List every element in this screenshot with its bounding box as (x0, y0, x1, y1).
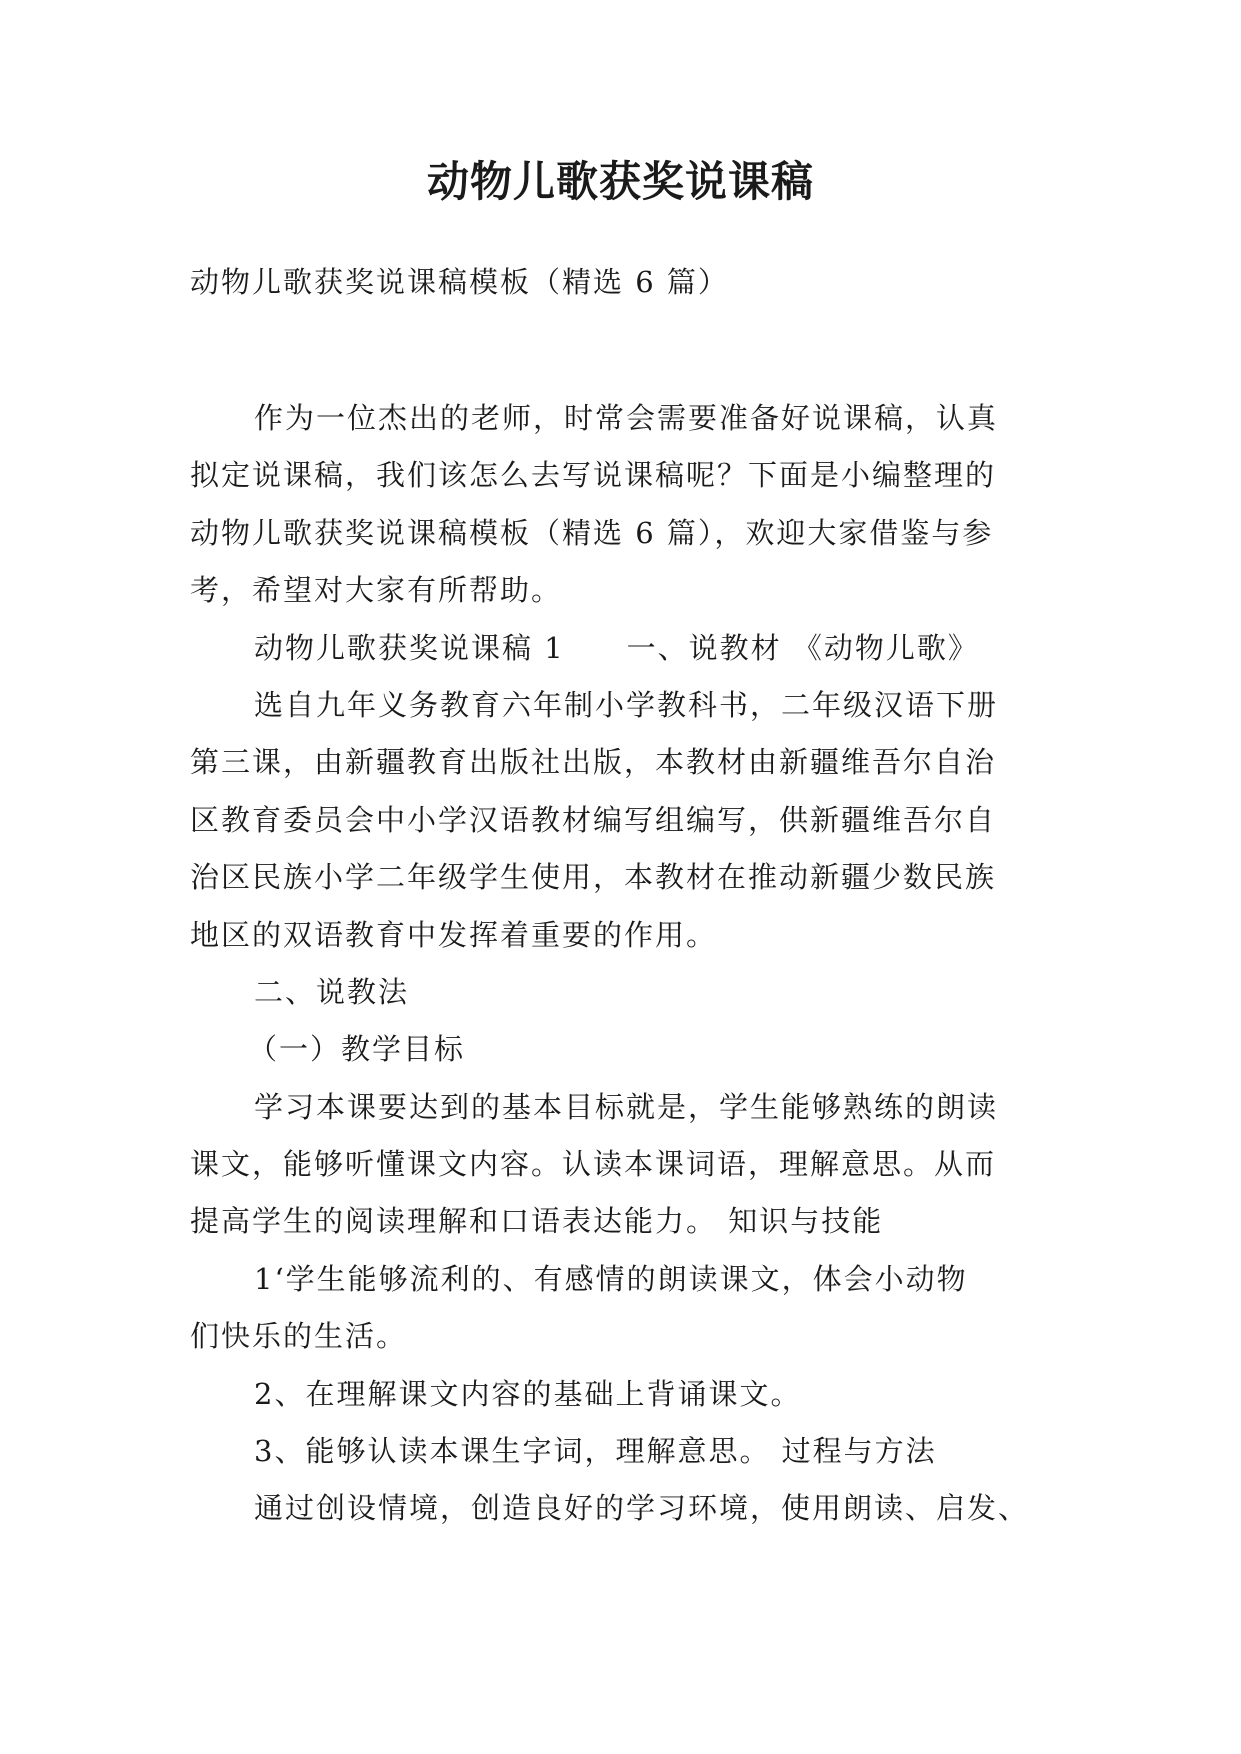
paragraph-line: 学习本课要达到的基本目标就是，学生能够熟练的朗读 (254, 1089, 999, 1124)
subsection-heading: （一）教学目标 (248, 1032, 466, 1067)
document-body (190, 398, 1050, 1546)
list-item: 3、能够认读本课生字词，理解意思。 过程与方法 (254, 1434, 937, 1469)
paragraph-line: 动物儿歌获奖说课稿模板（精选 6 篇），欢迎大家借鉴与参 (190, 515, 994, 550)
paragraph-line: 提高学生的阅读理解和口语表达能力。 知识与技能 (190, 1204, 884, 1239)
list-item: 1‘学生能够流利的、有感情的朗读课文，体会小动物 (254, 1261, 968, 1296)
paragraph-line: 选自九年义务教育六年制小学教科书，二年级汉语下册 (254, 687, 999, 722)
paragraph-line: 通过创设情境，创造良好的学习环境，使用朗读、启发、 (254, 1491, 1030, 1526)
paragraph-line: 课文，能够听懂课文内容。认读本课词语，理解意思。从而 (190, 1147, 997, 1182)
paragraph-line: 作为一位杰出的老师，时常会需要准备好说课稿，认真 (254, 401, 999, 435)
section-heading: 二、说教法 (254, 974, 410, 1009)
paragraph-line: 拟定说课稿，我们该怎么去写说课稿呢？下面是小编整理的 (190, 458, 997, 493)
paragraph-line: 动物儿歌获奖说课稿 1 一、说教材 《动物儿歌》 (254, 630, 979, 665)
paragraph-line: 们快乐的生活。 (190, 1319, 408, 1354)
document-subtitle: 动物儿歌获奖说课稿模板（精选 6 篇） (190, 265, 729, 299)
paragraph-line: 第三课，由新疆教育出版社出版，本教材由新疆维吾尔自治 (190, 745, 997, 780)
paragraph-line: 治区民族小学二年级学生使用，本教材在推动新疆少数民族 (190, 860, 997, 895)
paragraph-line: 考，希望对大家有所帮助。 (190, 573, 563, 608)
paragraph-line: 区教育委员会中小学汉语教材编写组编写，供新疆维吾尔自 (190, 802, 997, 837)
paragraph-line: 地区的双语教育中发挥着重要的作用。 (190, 917, 718, 952)
list-item: 2、在理解课文内容的基础上背诵课文。 (254, 1376, 802, 1411)
document-title: 动物儿歌获奖说课稿 (426, 157, 814, 206)
